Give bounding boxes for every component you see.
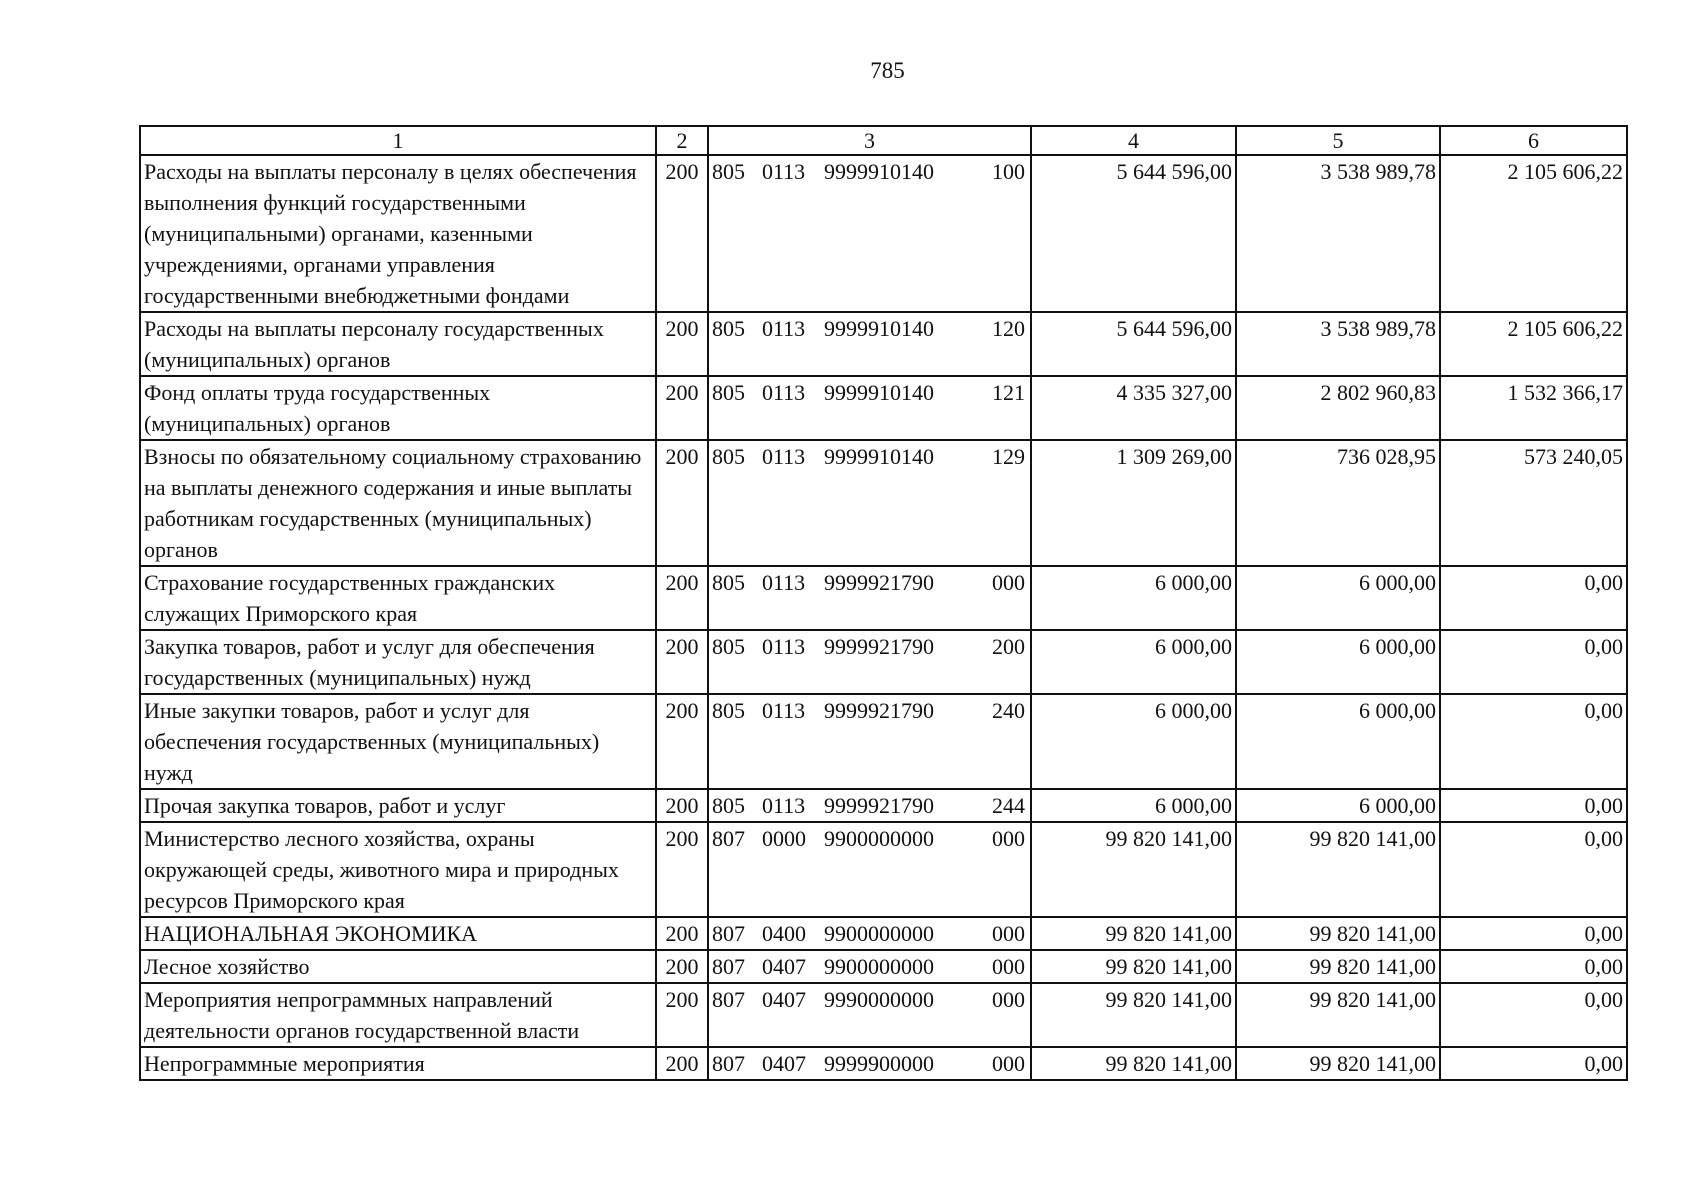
column-header-2: 2 bbox=[656, 126, 708, 155]
classification-code bbox=[712, 695, 1027, 726]
row-name: Непрограммные мероприятия bbox=[140, 1047, 656, 1080]
code-part-3: 9990000000 bbox=[824, 987, 934, 1012]
code-part-1: 805 bbox=[712, 570, 745, 595]
page-number: 785 bbox=[870, 58, 905, 83]
row-value-column-6: 0,00 bbox=[1440, 789, 1627, 822]
row-name: Расходы на выплаты персоналу в целях обеспечения выполнения функций государственными (муниципальными) органами, казенными учреждениями, органами управления государственными внебюджетными фондами bbox=[140, 155, 656, 312]
column-header-3: 3 bbox=[708, 126, 1031, 155]
table-row bbox=[140, 566, 1627, 630]
row-value-column-6: 0,00 bbox=[1440, 694, 1627, 789]
classification-code bbox=[712, 313, 1027, 344]
row-code-column-2: 200 bbox=[656, 440, 708, 566]
row-value-column-6: 0,00 bbox=[1440, 950, 1627, 983]
row-name: Страхование государственных гражданских служащих Приморского края bbox=[140, 566, 656, 630]
code-part-2: 0113 bbox=[762, 444, 806, 469]
row-value-column-5: 6 000,00 bbox=[1236, 789, 1440, 822]
table-row bbox=[140, 983, 1627, 1047]
code-part-4: 000 bbox=[992, 570, 1025, 595]
row-value-column-5: 99 820 141,00 bbox=[1236, 983, 1440, 1047]
row-value-column-6: 0,00 bbox=[1440, 566, 1627, 630]
table-row bbox=[140, 694, 1627, 789]
code-part-4: 244 bbox=[992, 793, 1025, 818]
code-part-4: 129 bbox=[992, 444, 1025, 469]
row-value-column-5: 99 820 141,00 bbox=[1236, 917, 1440, 950]
classification-code bbox=[712, 156, 1027, 187]
classification-code bbox=[712, 567, 1027, 598]
classification-code bbox=[712, 1048, 1027, 1079]
row-code-column-2: 200 bbox=[656, 950, 708, 983]
code-part-4: 120 bbox=[992, 316, 1025, 341]
row-value-column-4: 5 644 596,00 bbox=[1031, 312, 1236, 376]
row-value-column-4: 99 820 141,00 bbox=[1031, 983, 1236, 1047]
code-part-4: 000 bbox=[992, 1051, 1025, 1076]
code-part-4: 100 bbox=[992, 159, 1025, 184]
row-code-column-3 bbox=[708, 983, 1031, 1047]
row-value-column-6: 0,00 bbox=[1440, 1047, 1627, 1080]
row-value-column-5: 2 802 960,83 bbox=[1236, 376, 1440, 440]
row-name: Иные закупки товаров, работ и услуг для обеспечения государственных (муниципальных) нужд bbox=[140, 694, 656, 789]
column-header-6: 6 bbox=[1440, 126, 1627, 155]
table-row bbox=[140, 1047, 1627, 1080]
row-value-column-4: 5 644 596,00 bbox=[1031, 155, 1236, 312]
row-code-column-3 bbox=[708, 694, 1031, 789]
row-code-column-3 bbox=[708, 917, 1031, 950]
row-code-column-2: 200 bbox=[656, 566, 708, 630]
row-value-column-6: 0,00 bbox=[1440, 983, 1627, 1047]
row-name: Закупка товаров, работ и услуг для обеспечения государственных (муниципальных) нужд bbox=[140, 630, 656, 694]
code-part-2: 0407 bbox=[762, 1051, 806, 1076]
classification-code bbox=[712, 631, 1027, 662]
code-part-3: 9900000000 bbox=[824, 921, 934, 946]
code-part-3: 9999910140 bbox=[824, 159, 934, 184]
row-value-column-5: 6 000,00 bbox=[1236, 630, 1440, 694]
classification-code bbox=[712, 984, 1027, 1015]
table-body bbox=[140, 155, 1627, 1080]
table-row bbox=[140, 155, 1627, 312]
row-value-column-5: 3 538 989,78 bbox=[1236, 155, 1440, 312]
row-code-column-2: 200 bbox=[656, 822, 708, 917]
classification-code bbox=[712, 823, 1027, 854]
code-part-4: 200 bbox=[992, 634, 1025, 659]
row-code-column-3 bbox=[708, 630, 1031, 694]
row-name: НАЦИОНАЛЬНАЯ ЭКОНОМИКА bbox=[140, 917, 656, 950]
column-header-5: 5 bbox=[1236, 126, 1440, 155]
row-value-column-5: 736 028,95 bbox=[1236, 440, 1440, 566]
row-name: Взносы по обязательному социальному страхованию на выплаты денежного содержания и иные выплаты работникам государственных (муниципальных) органов bbox=[140, 440, 656, 566]
code-part-1: 807 bbox=[712, 921, 745, 946]
row-code-column-2: 200 bbox=[656, 983, 708, 1047]
row-code-column-3 bbox=[708, 789, 1031, 822]
table-row bbox=[140, 917, 1627, 950]
code-part-3: 9999910140 bbox=[824, 380, 934, 405]
code-part-2: 0113 bbox=[762, 793, 806, 818]
row-value-column-4: 6 000,00 bbox=[1031, 694, 1236, 789]
code-part-2: 0407 bbox=[762, 954, 806, 979]
code-part-4: 240 bbox=[992, 698, 1025, 723]
code-part-3: 9999921790 bbox=[824, 634, 934, 659]
row-code-column-3 bbox=[708, 1047, 1031, 1080]
row-value-column-5: 6 000,00 bbox=[1236, 694, 1440, 789]
code-part-1: 805 bbox=[712, 793, 745, 818]
row-value-column-6: 2 105 606,22 bbox=[1440, 155, 1627, 312]
row-value-column-4: 6 000,00 bbox=[1031, 789, 1236, 822]
code-part-2: 0407 bbox=[762, 987, 806, 1012]
code-part-1: 807 bbox=[712, 1051, 745, 1076]
row-code-column-3 bbox=[708, 822, 1031, 917]
row-code-column-3 bbox=[708, 566, 1031, 630]
row-value-column-6: 573 240,05 bbox=[1440, 440, 1627, 566]
table-row bbox=[140, 789, 1627, 822]
table-row bbox=[140, 312, 1627, 376]
code-part-1: 805 bbox=[712, 159, 745, 184]
code-part-2: 0113 bbox=[762, 380, 806, 405]
row-name: Министерство лесного хозяйства, охраны окружающей среды, животного мира и природных ресурсов Приморского края bbox=[140, 822, 656, 917]
row-value-column-4: 99 820 141,00 bbox=[1031, 950, 1236, 983]
code-part-3: 9900000000 bbox=[824, 826, 934, 851]
code-part-4: 121 bbox=[992, 380, 1025, 405]
code-part-1: 805 bbox=[712, 634, 745, 659]
code-part-3: 9999900000 bbox=[824, 1051, 934, 1076]
table-row bbox=[140, 822, 1627, 917]
code-part-1: 807 bbox=[712, 987, 745, 1012]
code-part-2: 0113 bbox=[762, 698, 806, 723]
code-part-2: 0113 bbox=[762, 159, 806, 184]
row-name: Прочая закупка товаров, работ и услуг bbox=[140, 789, 656, 822]
classification-code bbox=[712, 790, 1027, 821]
code-part-3: 9999921790 bbox=[824, 570, 934, 595]
code-part-1: 807 bbox=[712, 954, 745, 979]
code-part-2: 0113 bbox=[762, 634, 806, 659]
table-row bbox=[140, 376, 1627, 440]
row-code-column-2: 200 bbox=[656, 376, 708, 440]
row-value-column-5: 99 820 141,00 bbox=[1236, 1047, 1440, 1080]
code-part-3: 9999921790 bbox=[824, 793, 934, 818]
header-row bbox=[140, 126, 1627, 155]
code-part-3: 9999910140 bbox=[824, 444, 934, 469]
code-part-4: 000 bbox=[992, 987, 1025, 1012]
row-value-column-5: 99 820 141,00 bbox=[1236, 822, 1440, 917]
code-part-4: 000 bbox=[992, 921, 1025, 946]
row-value-column-6: 2 105 606,22 bbox=[1440, 312, 1627, 376]
row-code-column-2: 200 bbox=[656, 312, 708, 376]
row-code-column-3 bbox=[708, 440, 1031, 566]
classification-code bbox=[712, 377, 1027, 408]
row-name: Расходы на выплаты персоналу государственных (муниципальных) органов bbox=[140, 312, 656, 376]
code-part-1: 805 bbox=[712, 698, 745, 723]
row-value-column-4: 6 000,00 bbox=[1031, 630, 1236, 694]
code-part-2: 0400 bbox=[762, 921, 806, 946]
code-part-3: 9999910140 bbox=[824, 316, 934, 341]
row-value-column-5: 3 538 989,78 bbox=[1236, 312, 1440, 376]
row-code-column-2: 200 bbox=[656, 1047, 708, 1080]
row-value-column-6: 0,00 bbox=[1440, 917, 1627, 950]
table-row bbox=[140, 950, 1627, 983]
row-value-column-4: 99 820 141,00 bbox=[1031, 917, 1236, 950]
row-code-column-2: 200 bbox=[656, 630, 708, 694]
row-code-column-3 bbox=[708, 312, 1031, 376]
row-code-column-3 bbox=[708, 376, 1031, 440]
row-value-column-5: 99 820 141,00 bbox=[1236, 950, 1440, 983]
row-value-column-6: 0,00 bbox=[1440, 822, 1627, 917]
table-row bbox=[140, 440, 1627, 566]
code-part-4: 000 bbox=[992, 826, 1025, 851]
row-value-column-4: 99 820 141,00 bbox=[1031, 1047, 1236, 1080]
row-value-column-4: 1 309 269,00 bbox=[1031, 440, 1236, 566]
row-value-column-5: 6 000,00 bbox=[1236, 566, 1440, 630]
table-row bbox=[140, 630, 1627, 694]
column-header-4: 4 bbox=[1031, 126, 1236, 155]
row-code-column-3 bbox=[708, 155, 1031, 312]
code-part-4: 000 bbox=[992, 954, 1025, 979]
row-value-column-4: 6 000,00 bbox=[1031, 566, 1236, 630]
row-name: Лесное хозяйство bbox=[140, 950, 656, 983]
code-part-3: 9900000000 bbox=[824, 954, 934, 979]
code-part-1: 805 bbox=[712, 380, 745, 405]
budget-table bbox=[139, 125, 1628, 1081]
code-part-1: 805 bbox=[712, 444, 745, 469]
column-header-1: 1 bbox=[140, 126, 656, 155]
code-part-1: 805 bbox=[712, 316, 745, 341]
code-part-2: 0113 bbox=[762, 570, 806, 595]
row-code-column-3 bbox=[708, 950, 1031, 983]
row-value-column-6: 0,00 bbox=[1440, 630, 1627, 694]
code-part-2: 0113 bbox=[762, 316, 806, 341]
row-code-column-2: 200 bbox=[656, 917, 708, 950]
code-part-3: 9999921790 bbox=[824, 698, 934, 723]
row-name: Фонд оплаты труда государственных (муниципальных) органов bbox=[140, 376, 656, 440]
classification-code bbox=[712, 951, 1027, 982]
row-code-column-2: 200 bbox=[656, 155, 708, 312]
code-part-1: 807 bbox=[712, 826, 745, 851]
row-value-column-4: 4 335 327,00 bbox=[1031, 376, 1236, 440]
row-name: Мероприятия непрограммных направлений деятельности органов государственной власти bbox=[140, 983, 656, 1047]
classification-code bbox=[712, 918, 1027, 949]
classification-code bbox=[712, 441, 1027, 472]
code-part-2: 0000 bbox=[762, 826, 806, 851]
row-code-column-2: 200 bbox=[656, 694, 708, 789]
row-value-column-6: 1 532 366,17 bbox=[1440, 376, 1627, 440]
row-code-column-2: 200 bbox=[656, 789, 708, 822]
row-value-column-4: 99 820 141,00 bbox=[1031, 822, 1236, 917]
